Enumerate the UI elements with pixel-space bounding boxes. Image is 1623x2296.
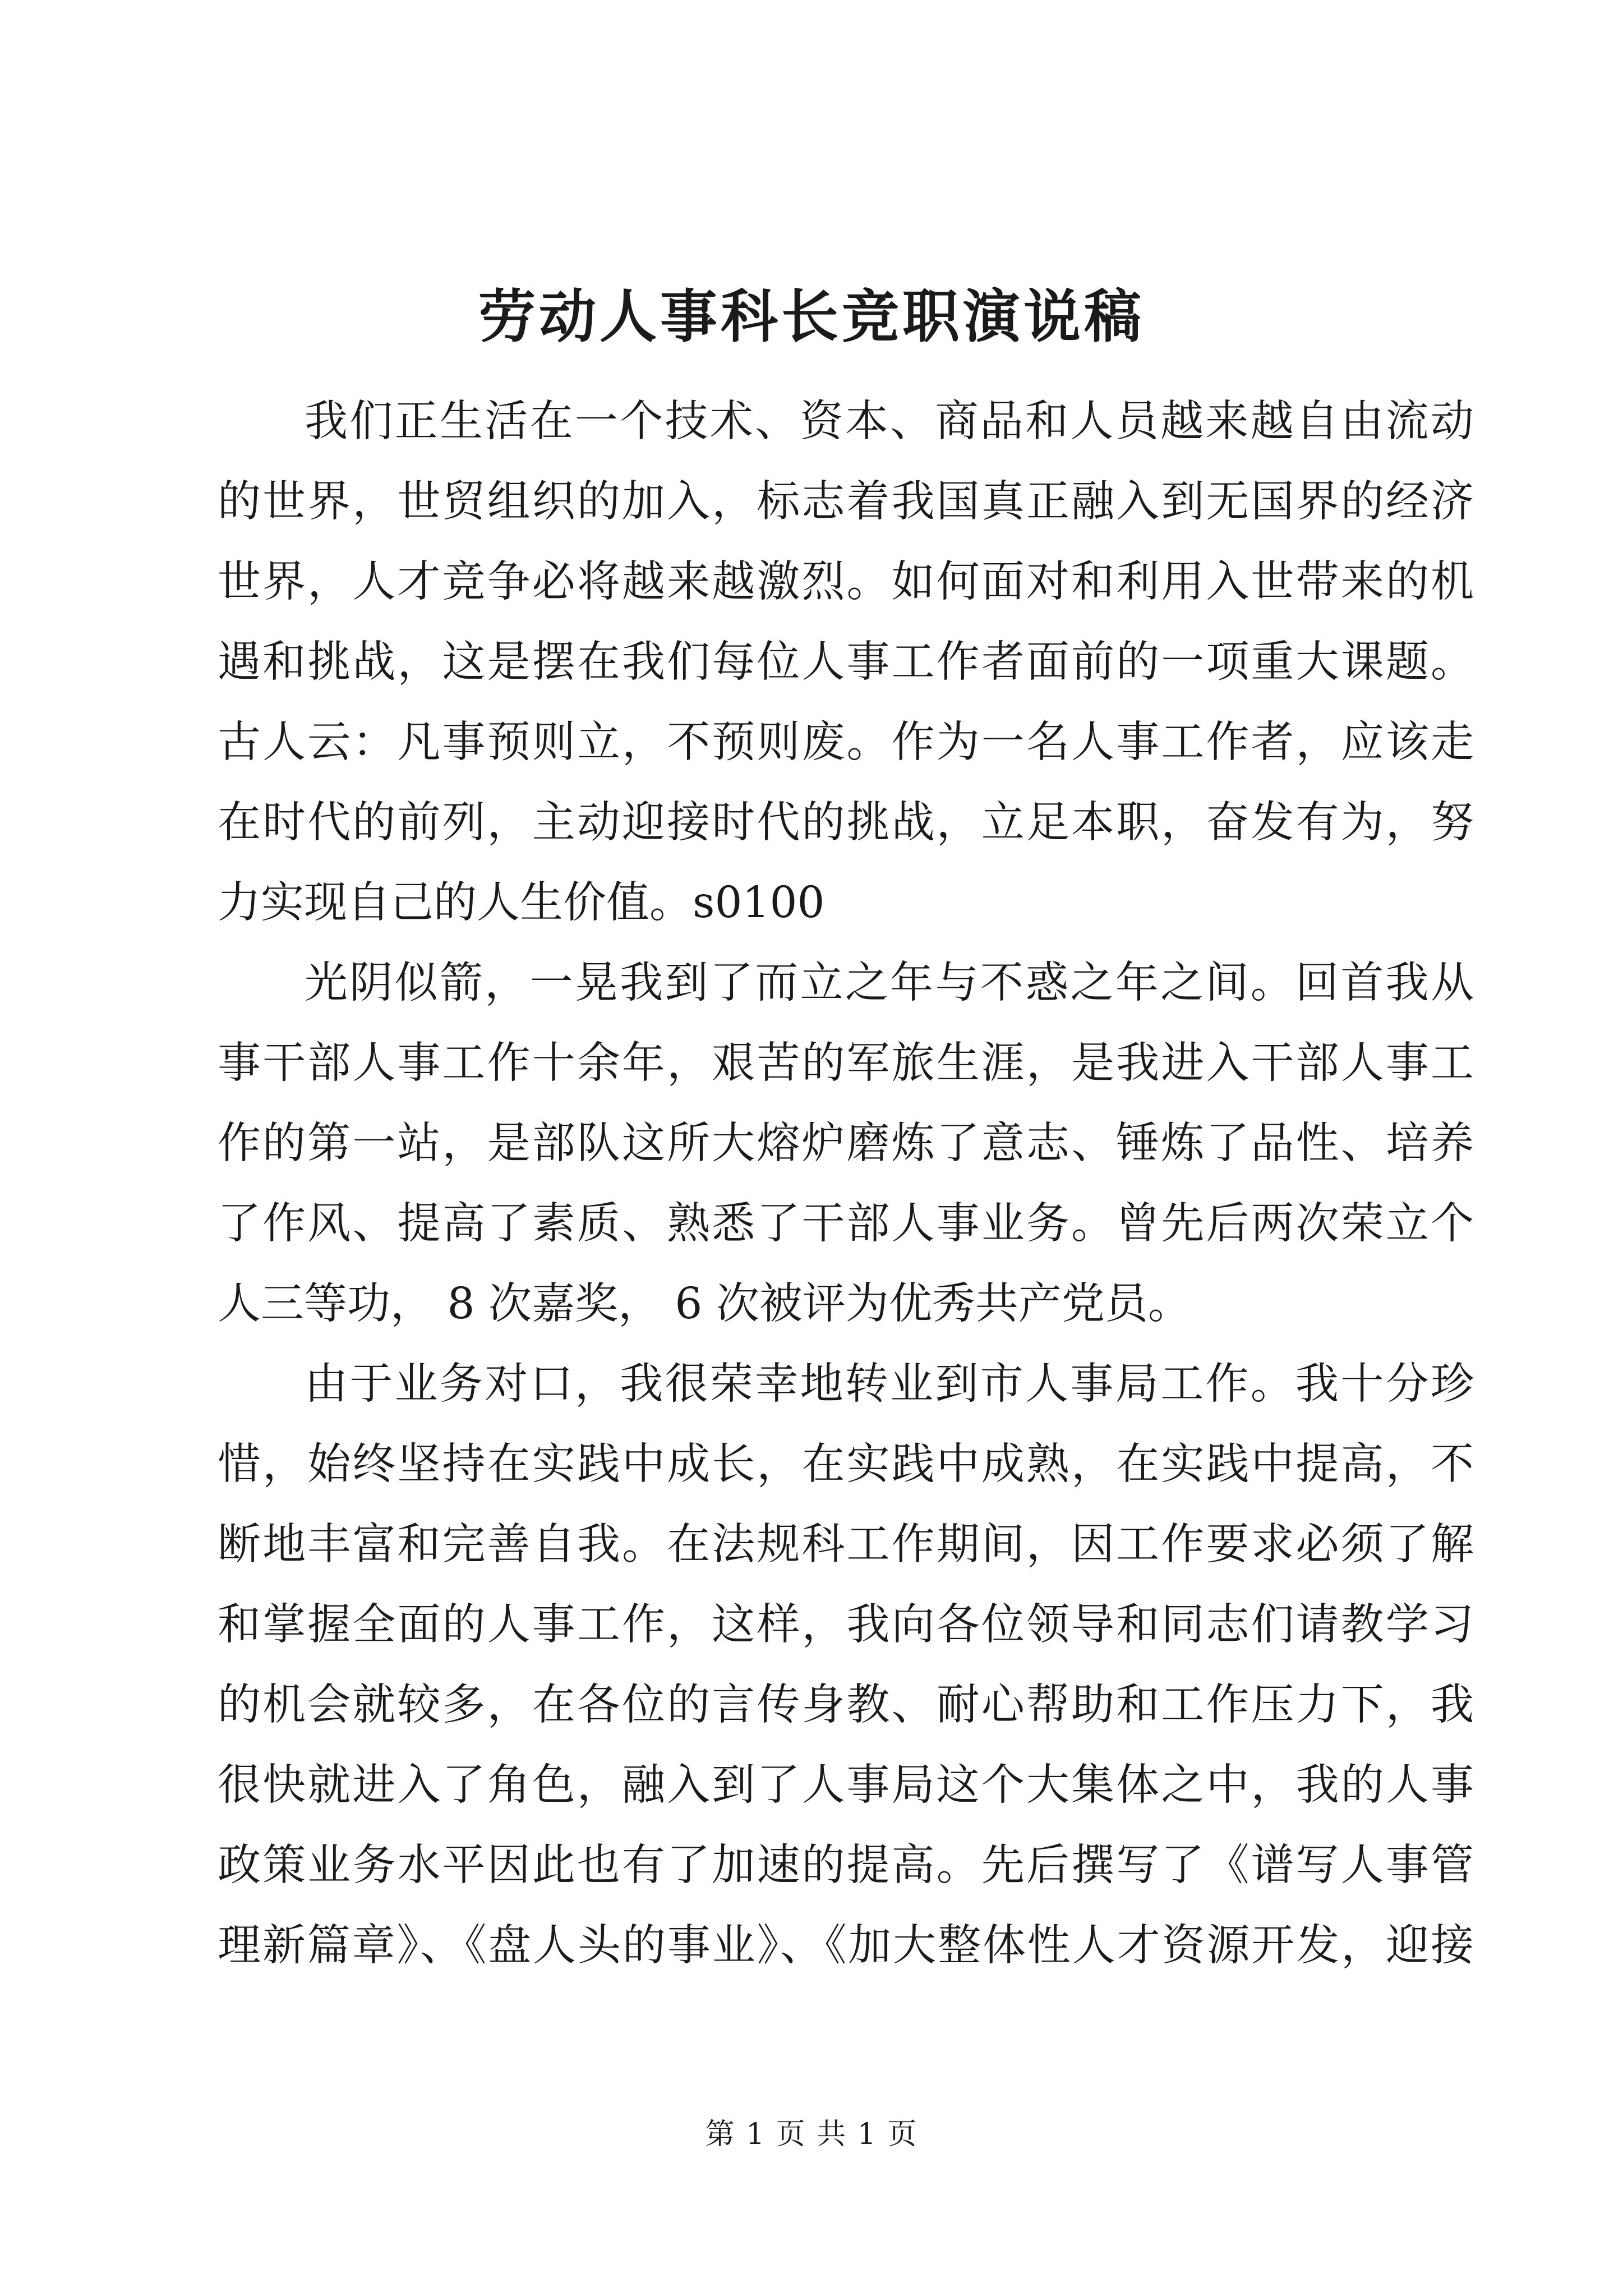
text-line: 人三等功， 8 次嘉奖， 6 次被评为优秀共产党员。 [218,1279,1191,1329]
text-line: 作的第一站，是部队这所大熔炉磨炼了意志、锤炼了品性、培养 [218,1119,1474,1168]
text-line: 遇和挑战，这是摆在我们每位人事工作者面前的一项重大课题。 [218,637,1474,687]
text-line: 和掌握全面的人事工作，这样，我向各位领导和同志们请教学习 [218,1600,1474,1650]
text-line: 世界，人才竞争必将越来越激烈。如何面对和利用入世带来的机 [218,557,1474,607]
text-line: 由于业务对口，我很荣幸地转业到市人事局工作。我十分珍 [305,1359,1474,1409]
document-body [218,381,1474,1986]
text-line: 的世界，世贸组织的加入，标志着我国真正融入到无国界的经济 [218,477,1474,527]
text-line: 光阴似箭，一晃我到了而立之年与不惑之年之间。回首我从 [305,958,1474,1008]
page-footer: 第 1 页 共 1 页 [705,2118,918,2151]
text-line: 的机会就较多，在各位的言传身教、耐心帮助和工作压力下，我 [218,1680,1474,1730]
text-line: 惜，始终坚持在实践中成长，在实践中成熟，在实践中提高，不 [218,1439,1474,1489]
text-line: 我们正生活在一个技术、资本、商品和人员越来越自由流动 [305,397,1474,447]
text-line: 政策业务水平因此也有了加速的提高。先后撰写了《谱写人事管 [218,1841,1474,1890]
text-line: 断地丰富和完善自我。在法规科工作期间，因工作要求必须了解 [218,1520,1474,1570]
document-title: 劳动人事科长竞职演说稿 [478,283,1145,351]
text-line: 事干部人事工作十余年，艰苦的军旅生涯，是我进入干部人事工 [218,1038,1474,1088]
text-line: 在时代的前列，主动迎接时代的挑战，立足本职，奋发有为，努 [218,798,1474,848]
text-line: 很快就进入了角色，融入到了人事局这个大集体之中，我的人事 [218,1760,1474,1810]
text-line: 理新篇章》、《盘人头的事业》、《加大整体性人才资源开发，迎接 [218,1921,1474,1971]
text-line: 了作风、提高了素质、熟悉了干部人事业务。曾先后两次荣立个 [218,1199,1474,1249]
text-line: 力实现自己的人生价值。s0100 [218,878,825,928]
text-line: 古人云：凡事预则立，不预则废。作为一名人事工作者，应该走 [218,717,1474,767]
